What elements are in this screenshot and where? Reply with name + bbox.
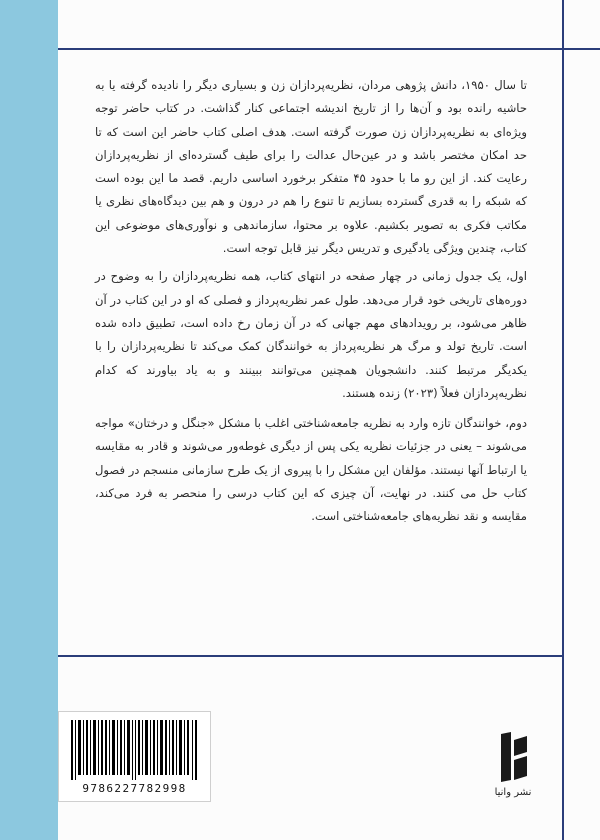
paragraph-3: دوم، خوانندگان تازه وارد به نظریه جامعه‌شناختی اغلب با مشکل «جنگل و درختان» مواجه می‌شوند – یعنی در جزئیات نظریه یکی پس از دیگری غوطه‌ور می‌شوند و قادر به مقایسه یا ارتباط آنها نیستند. مؤلفان این مشکل را با پیروی از یک طرح سازمانی منسجم در فصول کتاب حل می‌ کنند. در نهایت، آن چیزی که این کتاب درسی را منحصر به فرد می‌کند، مقایسه و نقد نظریه‌های جامعه‌شناختی است. <box>95 416 527 524</box>
blurb-text <box>95 74 527 529</box>
barcode-bars <box>71 720 198 780</box>
paragraph-1: تا سال ۱۹۵۰، دانش پژوهی مردان، نظریه‌پردازان زن و بسیاری دیگر را نادیده گرفته یا به حاشیه رانده بود و آن‌ها را از تاریخ اندیشه اجتماعی کنار گذاشت. در کتاب حاضر توجه ویژه‌ای به نظریه‌پردازان زن صورت گرفته است. هدف اصلی کتاب حاضر این است که تا حد امکان مختصر باشد و در عین‌حال عدالت را برای طیف گسترده‌ای از نظریه‌پردازان رعایت کند. از این رو ما با حدود ۴۵ متفکر برخورد اساسی داریم. قصد ما این بوده است که شبکه را به قدری گسترده بسازیم تا تنوع را هم در درون و هم بین دیدگاه‌های نظری یا مکاتب فکری به تصویر بکشیم. علاوه بر محتوا، سازماندهی و نوآوری‌های موضوعی این کتاب، چندین ویژگی یادگیری و تدریس دیگر نیز قابل توجه است. <box>95 78 527 256</box>
paragraph-2: اول، یک جدول زمانی در چهار صفحه در انتهای کتاب، همه نظریه‌پردازان را به وضوح در دوره‌های تاریخی خود قرار می‌دهد. طول عمر نظریه‌پرداز و فصلی که او در این کتاب در آن ظاهر می‌شود، بر رویدادهای مهم جهانی که در آن زمان رخ داده است، تطبیق داده شده است. تاریخ تولد و مرگ هر نظریه‌پرداز به خوانندگان کمک می‌کند تا نظریه‌پردازان را با یکدیگر مرتبط کنند. دانشجویان همچنین می‌توانند ببینند و به یاد بیاورند که کدام نظریه‌پردازان فعلاً (۲۰۲۳) زنده هستند. <box>95 269 527 400</box>
publisher-name: نشر وانیا <box>494 787 532 798</box>
barcode <box>58 711 211 802</box>
isbn-number: 9786227782998 <box>82 782 187 795</box>
frame-right-line <box>562 0 564 840</box>
spine-strip <box>0 0 58 840</box>
frame-top-line <box>58 48 600 50</box>
publisher-logo-icon <box>497 730 531 784</box>
frame-bottom-line <box>58 655 564 657</box>
